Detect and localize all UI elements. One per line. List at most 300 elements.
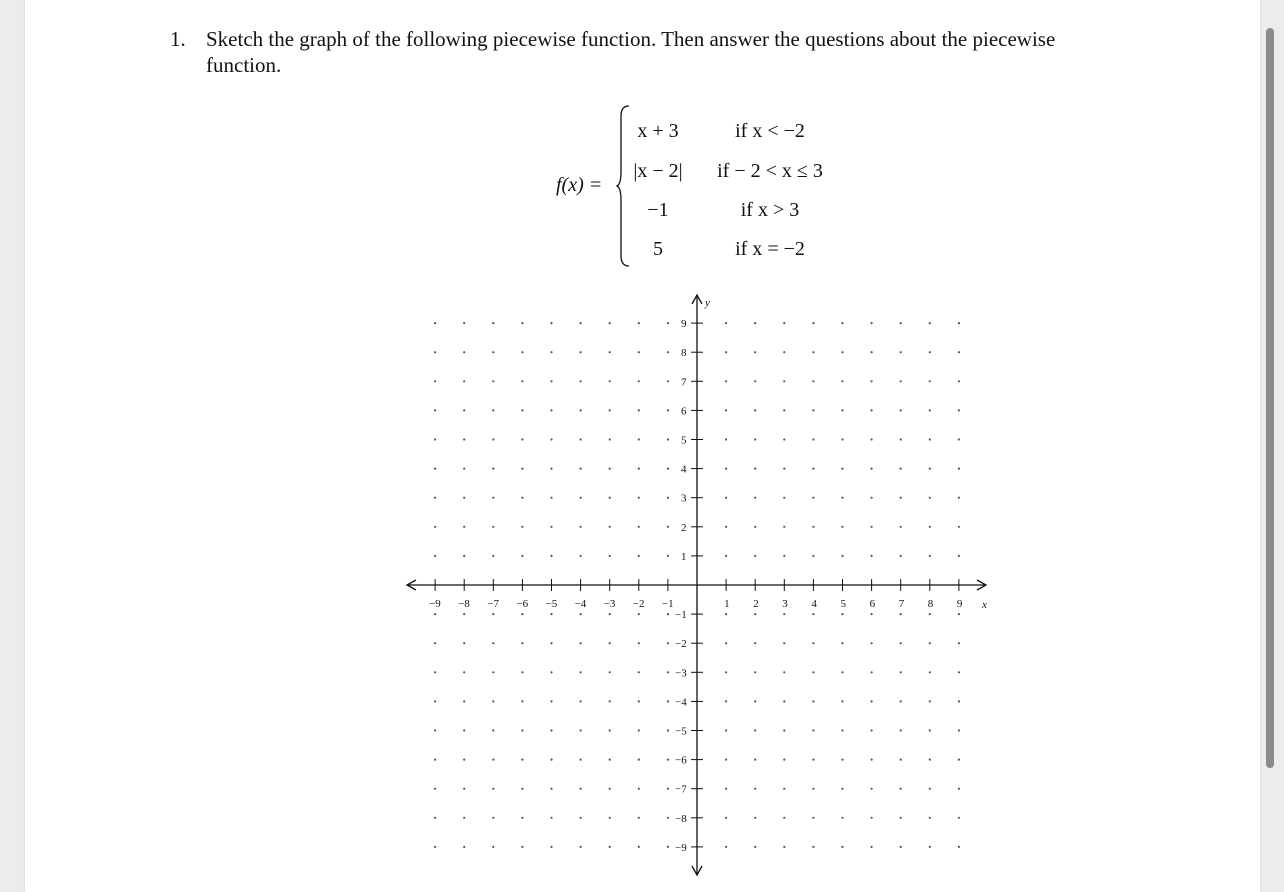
grid-dot [463,409,465,411]
grid-dot [434,555,436,557]
grid-dot [463,642,465,644]
x-tick-label: 1 [724,598,730,610]
grid-dot [609,468,611,470]
grid-dot [580,700,582,702]
grid-dot [492,642,494,644]
grid-dot [754,700,756,702]
grid-dot [900,409,902,411]
grid-dot [434,351,436,353]
grid-dot [463,729,465,731]
grid-dot [841,438,843,440]
grid-dot [492,817,494,819]
grid-dot [841,409,843,411]
grid-dot [958,700,960,702]
grid-dot [958,642,960,644]
grid-dot [609,526,611,528]
grid-dot [812,846,814,848]
grid-dot [929,468,931,470]
grid-dot [521,729,523,731]
x-tick-label: 8 [927,598,934,610]
grid-dot [754,642,756,644]
grid-dot [958,555,960,557]
grid-dot [550,729,552,731]
grid-dot [667,380,669,382]
grid-dot [841,613,843,615]
grid-dot [550,671,552,673]
grid-dot [812,613,814,615]
grid-dot [492,729,494,731]
grid-dot [521,817,523,819]
grid-dot [609,788,611,790]
grid-dot [871,846,873,848]
grid-dot [958,729,960,731]
grid-dot [638,322,640,324]
grid-dot [754,759,756,761]
grid-dot [871,380,873,382]
grid-dot [434,613,436,615]
grid-dot [667,700,669,702]
grid-dot [492,351,494,353]
x-tick-label: −4 [574,598,587,610]
y-tick-label: −4 [675,696,687,709]
grid-dot [958,759,960,761]
grid-dot [521,322,523,324]
grid-dot [434,380,436,382]
grid-dot [871,671,873,673]
grid-dot [958,788,960,790]
grid-dot [841,759,843,761]
grid-dot [783,555,785,557]
grid-dot [521,759,523,761]
grid-dot [434,729,436,731]
grid-dot [434,759,436,761]
grid-dot [463,438,465,440]
x-tick-label: 7 [898,598,905,610]
grid-dot [550,759,552,761]
grid-dot [434,409,436,411]
grid-dot [725,788,727,790]
grid-dot [725,729,727,731]
x-tick-label: −6 [516,598,529,610]
grid-dot [812,497,814,499]
grid-dot [638,817,640,819]
grid-dot [754,788,756,790]
grid-dot [434,642,436,644]
grid-dot [609,759,611,761]
y-tick-label: −5 [675,725,687,738]
y-tick-label: −7 [675,783,687,796]
grid-dot [754,322,756,324]
grid-dot [638,788,640,790]
grid-dot [550,700,552,702]
grid-dot [492,409,494,411]
grid-dot [900,380,902,382]
grid-dot [550,497,552,499]
grid-dot [638,700,640,702]
grid-dot [900,468,902,470]
grid-dot [434,438,436,440]
grid-dot [841,555,843,557]
grid-dot [434,671,436,673]
grid-dot [725,759,727,761]
grid-dot [783,788,785,790]
grid-dot [609,642,611,644]
grid-dot [521,468,523,470]
grid-dot [609,322,611,324]
grid-dot [841,526,843,528]
case-3-expression: −1 [647,199,669,221]
grid-dot [580,846,582,848]
grid-dot [900,817,902,819]
grid-dot [434,497,436,499]
grid-dot [492,526,494,528]
grid-dot [609,613,611,615]
grid-dot [783,759,785,761]
x-tick-label: −3 [603,598,616,610]
grid-dot [958,380,960,382]
grid-dot [958,468,960,470]
grid-dot [929,671,931,673]
x-tick-label: 9 [956,598,963,610]
grid-dot [929,380,931,382]
grid-dot [550,409,552,411]
grid-dot [900,700,902,702]
y-tick-label: 2 [681,521,687,534]
grid-dot [521,526,523,528]
y-tick-label: 6 [681,405,687,418]
grid-dot [638,526,640,528]
grid-dot [463,351,465,353]
grid-dot [638,613,640,615]
grid-dot [725,613,727,615]
grid-dot [667,846,669,848]
grid-dot [638,759,640,761]
x-tick-label: 3 [782,598,788,610]
x-tick-label: 6 [869,598,876,610]
y-tick-label: −3 [675,667,687,680]
grid-dot [783,642,785,644]
grid-dot [841,729,843,731]
grid-dot [638,729,640,731]
grid-dot [609,497,611,499]
grid-dot [521,380,523,382]
grid-dot [492,468,494,470]
grid-dot [550,322,552,324]
grid-dot [580,438,582,440]
grid-dot [812,759,814,761]
grid-dot [550,613,552,615]
grid-dot [725,526,727,528]
grid-dot [900,788,902,790]
grid-dot [463,788,465,790]
x-tick-label: −2 [632,598,645,610]
grid-dot [929,788,931,790]
grid-dot [900,671,902,673]
grid-dot [958,846,960,848]
grid-dot [725,642,727,644]
y-tick-label: 4 [681,463,687,476]
grid-dot [492,613,494,615]
grid-dot [463,846,465,848]
grid-dot [929,759,931,761]
grid-dot [871,642,873,644]
grid-dot [900,846,902,848]
grid-dot [900,438,902,440]
grid-dot [900,729,902,731]
case-3-condition: if x > 3 [740,199,800,221]
grid-dot [958,613,960,615]
grid-dot [812,322,814,324]
grid-dot [958,526,960,528]
grid-dot [638,497,640,499]
grid-dot [812,438,814,440]
grid-dot [958,409,960,411]
grid-dot [754,729,756,731]
grid-dot [900,759,902,761]
grid-dot [754,409,756,411]
grid-dot [609,700,611,702]
grid-dot [929,351,931,353]
grid-dot [434,788,436,790]
grid-dot [725,409,727,411]
grid-dot [667,322,669,324]
grid-dot [900,613,902,615]
grid-dot [871,759,873,761]
grid-dot [929,817,931,819]
x-tick-label: −9 [429,598,441,610]
grid-dot [638,671,640,673]
grid-dot [754,846,756,848]
grid-dot [841,788,843,790]
grid-dot [929,322,931,324]
x-tick-label: 2 [753,598,759,610]
grid-dot [783,671,785,673]
grid-dot [754,497,756,499]
grid-dot [463,497,465,499]
grid-dot [667,671,669,673]
grid-dot [550,846,552,848]
grid-dot [958,497,960,499]
grid-dot [609,409,611,411]
grid-dot [958,817,960,819]
grid-dot [841,846,843,848]
case-1-expression: x + 3 [637,120,679,142]
grid-dot [638,846,640,848]
grid-dot [754,671,756,673]
grid-dot [580,555,582,557]
grid-dot [492,380,494,382]
grid-dot [754,380,756,382]
grid-dot [725,700,727,702]
grid-dot [609,729,611,731]
grid-dot [580,671,582,673]
grid-dot [754,526,756,528]
grid-dot [871,497,873,499]
grid-dot [463,817,465,819]
grid-dot [638,555,640,557]
grid-dot [580,380,582,382]
grid-dot [580,613,582,615]
grid-dot [871,409,873,411]
y-tick-label: 8 [681,347,687,360]
grid-dot [871,613,873,615]
grid-dot [580,468,582,470]
grid-dot [609,438,611,440]
grid-dot [521,846,523,848]
grid-dot [580,322,582,324]
grid-dot [929,846,931,848]
grid-dot [783,700,785,702]
grid-dot [929,497,931,499]
grid-dot [812,526,814,528]
case-4-expression: 5 [653,238,663,260]
grid-dot [871,468,873,470]
grid-dot [609,671,611,673]
grid-dot [521,788,523,790]
grid-dot [492,497,494,499]
grid-dot [609,846,611,848]
grid-dot [580,817,582,819]
grid-dot [434,322,436,324]
question-number: 1. [170,27,186,51]
grid-dot [434,700,436,702]
grid-dot [841,700,843,702]
grid-dot [871,700,873,702]
grid-dot [783,846,785,848]
grid-dot [841,468,843,470]
grid-dot [725,671,727,673]
grid-dot [521,700,523,702]
grid-dot [463,322,465,324]
grid-dot [492,759,494,761]
x-tick-label: 5 [840,598,846,610]
grid-dot [929,700,931,702]
grid-dot [638,468,640,470]
grid-dot [667,409,669,411]
grid-dot [958,351,960,353]
grid-dot [667,642,669,644]
grid-dot [434,468,436,470]
grid-dot [434,846,436,848]
x-axis-label: x [982,599,987,611]
y-tick-label: 5 [681,434,687,447]
grid-dot [667,788,669,790]
grid-dot [900,322,902,324]
grid-dot [783,409,785,411]
case-1-condition: if x < −2 [735,120,805,142]
grid-dot [871,526,873,528]
grid-dot [929,526,931,528]
grid-dot [929,409,931,411]
grid-dot [900,555,902,557]
grid-dot [550,788,552,790]
grid-dot [958,671,960,673]
grid-dot [725,468,727,470]
grid-dot [492,846,494,848]
grid-dot [783,526,785,528]
grid-dot [492,671,494,673]
grid-dot [783,817,785,819]
grid-dot [754,351,756,353]
y-tick-label: −6 [675,754,687,767]
grid-dot [667,759,669,761]
grid-dot [550,380,552,382]
grid-dot [725,817,727,819]
grid-dot [812,671,814,673]
grid-dot [550,817,552,819]
grid-dot [550,526,552,528]
y-tick-label: −9 [675,841,687,854]
grid-dot [754,555,756,557]
grid-dot [521,497,523,499]
y-tick-label: −2 [675,638,687,651]
grid-dot [812,555,814,557]
grid-dot [580,729,582,731]
grid-dot [783,351,785,353]
grid-dot [783,729,785,731]
grid-dot [521,613,523,615]
y-tick-label: 9 [681,318,687,331]
grid-dot [725,438,727,440]
grid-dot [841,497,843,499]
grid-dot [929,642,931,644]
question-text: Sketch the graph of the following piecewise function. Then answer the questions about the piecewise function. [206,27,1056,77]
grid-dot [521,671,523,673]
grid-dot [754,817,756,819]
grid-dot [812,409,814,411]
x-tick-label: −8 [458,598,470,610]
grid-dot [463,613,465,615]
case-2-expression: |x − 2| [633,160,683,182]
grid-dot [609,351,611,353]
grid-dot [871,351,873,353]
grid-dot [900,351,902,353]
grid-dot [871,788,873,790]
x-tick-label: −5 [545,598,558,610]
grid-dot [725,846,727,848]
grid-dot [841,322,843,324]
grid-dot [434,817,436,819]
x-tick-label: −1 [661,598,674,610]
grid-dot [638,438,640,440]
grid-dot [580,526,582,528]
grid-dot [521,438,523,440]
grid-dot [812,788,814,790]
grid-dot [550,642,552,644]
grid-dot [841,671,843,673]
grid-dot [871,817,873,819]
grid-dot [550,555,552,557]
grid-dot [783,497,785,499]
grid-dot [667,351,669,353]
grid-dot [754,468,756,470]
grid-dot [550,438,552,440]
grid-dot [929,613,931,615]
grid-dot [725,555,727,557]
grid-dot [725,351,727,353]
grid-dot [667,613,669,615]
grid-dot [463,759,465,761]
grid-dot [550,468,552,470]
grid-dot [609,817,611,819]
grid-dot [783,468,785,470]
grid-dot [900,526,902,528]
grid-dot [638,642,640,644]
grid-dot [958,322,960,324]
function-label: f(x) = [556,174,603,196]
grid-dot [783,438,785,440]
grid-dot [521,642,523,644]
